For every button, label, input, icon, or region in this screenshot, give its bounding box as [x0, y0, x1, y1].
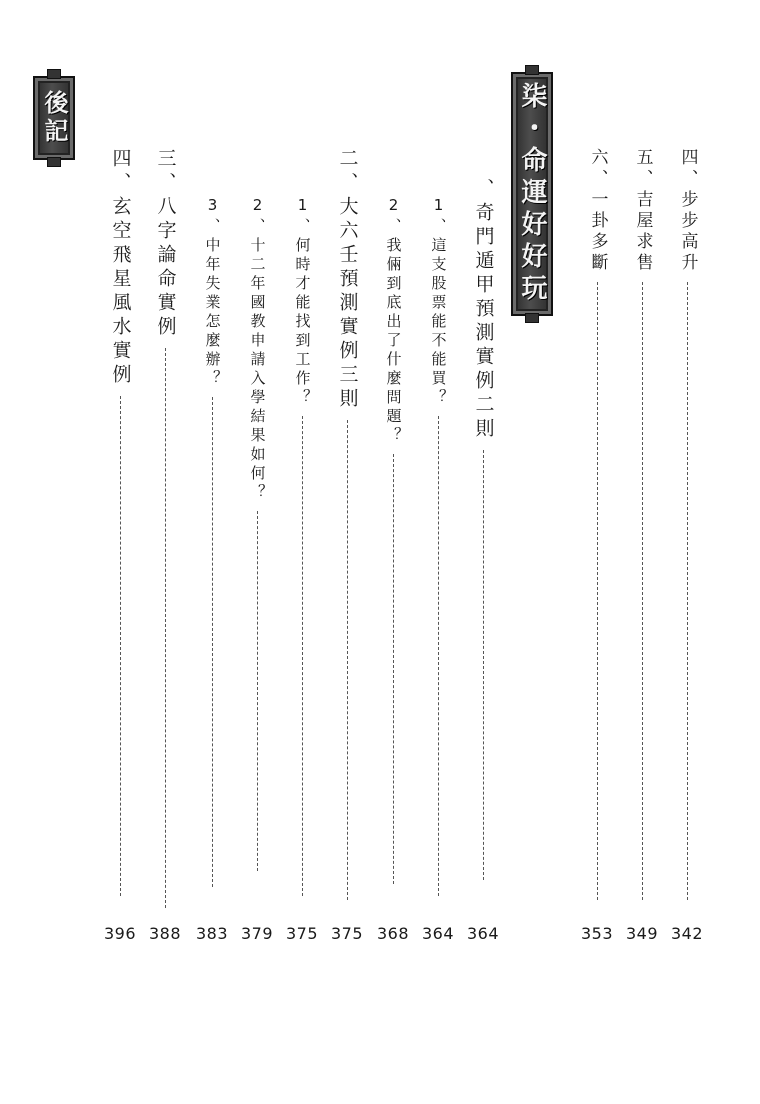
- page-number: 383: [195, 924, 229, 943]
- chapter-title-plaque: [511, 72, 553, 316]
- afterword-title-plaque: [33, 76, 75, 160]
- toc-entry-title: 四、步步高升: [677, 148, 698, 274]
- chapter-title: 柒・命運好好玩: [517, 82, 547, 306]
- page-number: 379: [240, 924, 274, 943]
- dotted-leader: [347, 420, 348, 900]
- toc-entry-383[interactable]: [195, 196, 229, 887]
- dotted-leader: [642, 282, 643, 900]
- toc-entry-353[interactable]: [580, 148, 614, 900]
- dotted-leader: [120, 396, 121, 896]
- dotted-leader: [438, 416, 439, 896]
- page-number: 353: [580, 924, 614, 943]
- dotted-leader: [483, 450, 484, 880]
- dotted-leader: [165, 348, 166, 908]
- toc-entry-title: 、奇門遁甲預測實例二則: [472, 178, 495, 442]
- toc-entry-349[interactable]: [625, 148, 659, 900]
- toc-entry-379[interactable]: [240, 196, 274, 871]
- toc-entry-364-a[interactable]: [466, 178, 500, 880]
- toc-entry-title: 2、十二年國教申請入學結果如何？: [248, 196, 267, 503]
- toc-entry-title: 1、何時才能找到工作？: [293, 196, 312, 408]
- dotted-leader: [393, 454, 394, 884]
- toc-entry-368[interactable]: [376, 196, 410, 884]
- page-number: 388: [148, 924, 182, 943]
- toc-entry-388[interactable]: [148, 148, 182, 908]
- dotted-leader: [302, 416, 303, 896]
- toc-entry-375-b[interactable]: [285, 196, 319, 896]
- toc-entry-title: 3、中年失業怎麼辦？: [203, 196, 222, 389]
- toc-entry-title: 三、八字論命實例: [154, 148, 177, 340]
- toc-entry-title: 六、一卦多斷: [587, 148, 608, 274]
- page-number: 375: [330, 924, 364, 943]
- toc-entry-364-b[interactable]: [421, 196, 455, 896]
- page-number: 364: [421, 924, 455, 943]
- toc-entry-title: 1、這支股票能不能買？: [429, 196, 448, 408]
- dotted-leader: [597, 282, 598, 900]
- toc-entry-396[interactable]: [103, 148, 137, 896]
- page-number: 349: [625, 924, 659, 943]
- page-number: 368: [376, 924, 410, 943]
- page-number: 375: [285, 924, 319, 943]
- page-number: 342: [670, 924, 704, 943]
- toc-entry-title: 四、玄空飛星風水實例: [109, 148, 132, 388]
- toc-entry-title: 2、我倆到底出了什麼問題？: [384, 196, 403, 446]
- toc-entry-title: 二、大六壬預測實例三則: [336, 148, 359, 412]
- toc-entry-375-a[interactable]: [330, 148, 364, 900]
- afterword-title: 後記: [40, 90, 69, 146]
- dotted-leader: [257, 511, 258, 871]
- toc-entry-342[interactable]: [670, 148, 704, 900]
- dotted-leader: [212, 397, 213, 887]
- page-number: 396: [103, 924, 137, 943]
- page-number: 364: [466, 924, 500, 943]
- dotted-leader: [687, 282, 688, 900]
- toc-entry-title: 五、吉屋求售: [632, 148, 653, 274]
